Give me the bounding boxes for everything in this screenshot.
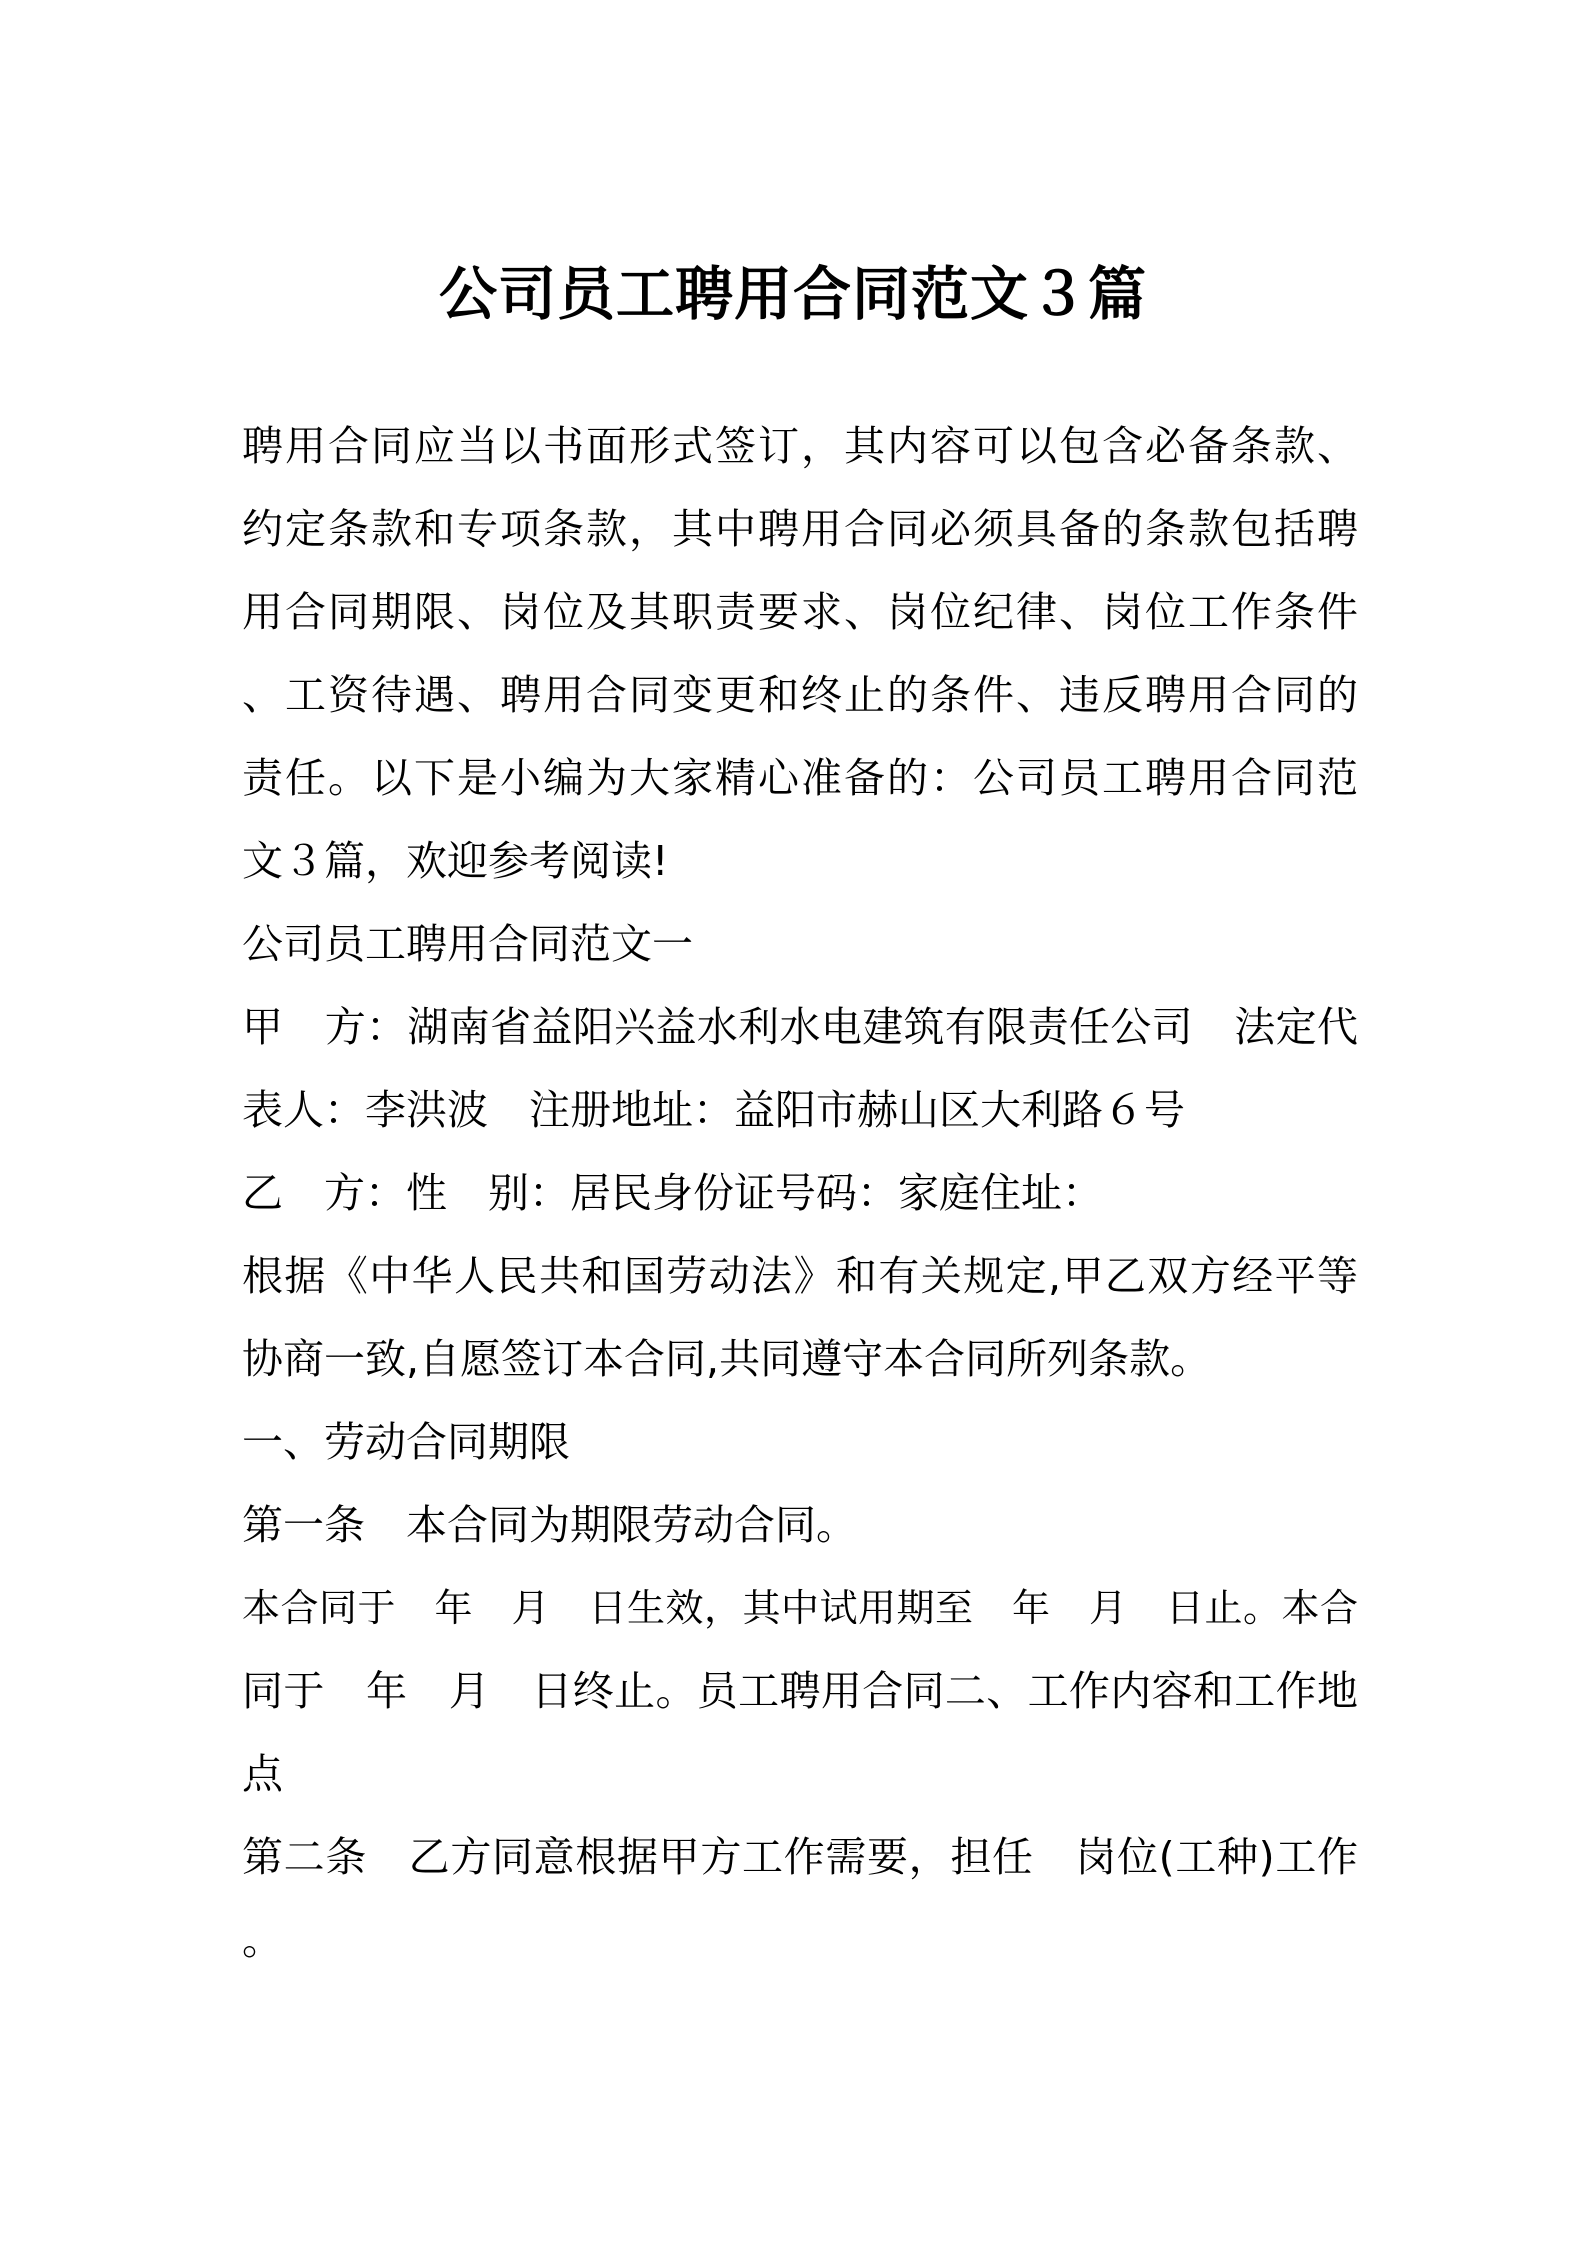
paragraph-line: 用合同期限、岗位及其职责要求、岗位纪律、岗位工作条件: [242, 588, 1358, 636]
party-a-line: 甲 方：湖南省益阳兴益水利水电建筑有限责任公司 法定代: [242, 1003, 1358, 1051]
section-heading: 公司员工聘用合同范文一: [242, 920, 693, 968]
document-body: [242, 405, 1358, 1982]
party-b-line: 乙 方：性 别：居民身份证号码：家庭住址：: [242, 1169, 1103, 1217]
clause-heading: 一、劳动合同期限: [242, 1418, 570, 1466]
paragraph-line: 聘用合同应当以书面形式签订，其内容可以包含必备条款、: [242, 422, 1358, 470]
paragraph-line: 协商一致,自愿签订本合同,共同遵守本合同所列条款。: [242, 1335, 1212, 1383]
paragraph-line: 本合同于 年 月 日生效，其中试用期至 年 月 日止。本合: [242, 1586, 1358, 1630]
paragraph-line: 根据《中华人民共和国劳动法》和有关规定,甲乙双方经平等: [242, 1252, 1358, 1300]
paragraph-line: 同于 年 月 日终止。员工聘用合同二、工作内容和工作地: [242, 1667, 1358, 1715]
paragraph-line: 责任。以下是小编为大家精心准备的：公司员工聘用合同范: [242, 754, 1358, 802]
paragraph-line: 约定条款和专项条款，其中聘用合同必须具备的条款包括聘: [242, 505, 1358, 553]
paragraph-line: 文３篇，欢迎参考阅读!: [242, 837, 669, 885]
article-line: 第一条 本合同为期限劳动合同。: [242, 1501, 857, 1549]
article-line: 第二条 乙方同意根据甲方工作需要，担任 岗位(工种)工作: [242, 1833, 1358, 1881]
paragraph-line: 。: [242, 1916, 283, 1964]
document-title: 公司员工聘用合同范文３篇: [438, 260, 1147, 328]
paragraph-line: 、工资待遇、聘用合同变更和终止的条件、违反聘用合同的: [242, 671, 1358, 719]
party-a-line: 表人：李洪波 注册地址：益阳市赫山区大利路６号: [242, 1086, 1185, 1134]
paragraph-line: 点: [242, 1750, 283, 1798]
